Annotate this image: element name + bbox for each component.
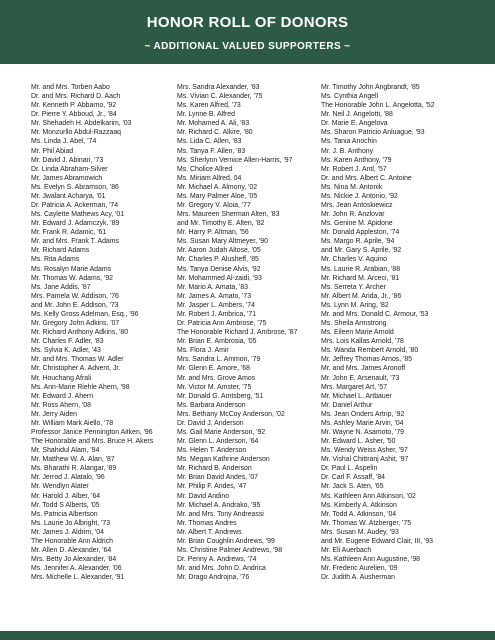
donor-name: Dr. and Mrs. Richard D. Aach <box>31 93 121 101</box>
donor-name: Ms. Laurie R. Arabian, '88 <box>321 265 401 273</box>
donor-name: Mr. Brian E. Ambrosia, '05 <box>177 338 257 346</box>
donor-name: Ms. Eileen Marie Arnold <box>321 329 394 337</box>
donor-name: Ms. Sherlynn Vernice Allen-Harris, '97 <box>177 156 293 164</box>
donor-column-2 <box>177 83 327 582</box>
donor-name: Dr. Pierre Y. Abboud, Jr., '84 <box>31 111 117 119</box>
donor-name: Mr. Michael A. Almony, '02 <box>177 183 258 191</box>
donor-name: Ms. Miriam Allred, 04 <box>177 174 242 182</box>
donor-name: Professor Janice Pennington Aitken, '96 <box>31 428 153 436</box>
donor-name: Ms. Wanda Rembert Arnold, '80 <box>321 347 419 355</box>
donor-name: The Honorable Ann Aldrich <box>31 537 113 545</box>
donor-name: Mr. John R. Anzlovar <box>321 211 385 219</box>
donor-name: Mr. Albert T. Andrews <box>177 528 242 536</box>
donor-name: Mr. Charles V. Aquino <box>321 256 388 264</box>
donor-name: Mrs. Michelle L. Alexander, '91 <box>31 574 125 582</box>
donor-name: Mr. Robert J. Ambrica, '71 <box>177 310 257 318</box>
donor-name: Mr. Charles P. Alusheff, '85 <box>177 256 259 264</box>
donor-name: Ms. Helen T. Anderson <box>177 447 247 455</box>
donor-name: Mrs. Sandra L. Ammon, '79 <box>177 356 261 364</box>
donor-name: Mr. Glenn L. Anderson, '64 <box>177 438 259 446</box>
donor-name: Mr. Shahidul Alam, '94 <box>31 447 100 455</box>
donor-name: Ms. Mary Palmer Aloe, '05 <box>177 192 258 200</box>
donor-name: Ms. Ashley Marie Arvin, '04 <box>321 419 404 427</box>
donor-name: Mr. Shehadeh H. Abdelkarim, '03 <box>31 120 132 128</box>
donor-name: Ms. Rita Adams <box>31 256 80 264</box>
donor-name: Ms. Nickie J. Antonio, '92 <box>321 192 398 200</box>
donor-name: Mr. Richard B. Anderson <box>177 465 252 473</box>
donor-name: Mr. Matthew W. A. Alan, '87 <box>31 456 115 464</box>
donor-name: Ms. Tania Anochin <box>321 138 377 146</box>
donor-name: Mrs. Lois Kallas Arnold, '78 <box>321 338 404 346</box>
donor-name: and Mr. Eugene Edward Clair, III, '93 <box>321 537 434 545</box>
donor-name: Mr. Jasper L. Ambers, '74 <box>177 301 255 309</box>
donor-name: Mr. and Mrs. Tony Andreassi <box>177 510 264 518</box>
donor-column-1 <box>31 83 181 582</box>
page-subtitle: ~ ADDITIONAL VALUED SUPPORTERS ~ <box>144 41 351 52</box>
donor-name: Mrs. Jean Antoskiewicz <box>321 202 393 210</box>
donor-name: Ms. Jane Addis, '87 <box>31 283 91 291</box>
donor-name: Dr. Patricia A. Ackerman, '74 <box>31 202 119 210</box>
donor-name: Mr. Todd S Alberts, '05 <box>31 501 100 509</box>
donor-name: Mr. Richard Adams <box>31 247 90 255</box>
donor-name: Dr. Penny A. Andrews, '74 <box>177 556 257 564</box>
donor-name: Mr. and Mrs. Donald C. Armour, '53 <box>321 310 429 318</box>
donor-name: Dr. Carl F. Assaff, '84 <box>321 474 385 482</box>
donor-name: Mr. Aaron Judah Altose, '05 <box>177 247 261 255</box>
donor-name: Mrs. Bethany McCoy Anderson, '02 <box>177 410 285 418</box>
donor-name: Mrs. Susan M. Audey, '93 <box>321 528 399 536</box>
donor-name: Mr. and Mrs. Grove Amos <box>177 374 256 382</box>
donor-name: Ms. Karen Alfred, '73 <box>177 102 241 110</box>
donor-name: Ms. Barbara Anderson <box>177 401 246 409</box>
donor-name: Ms. Genine M. Apidone <box>321 220 393 228</box>
donor-name: Mr. Ross Ahern, '08 <box>31 401 91 409</box>
donor-name: Mr. Richard M. Arceci, '81 <box>321 274 400 282</box>
donor-name: Mr. Victor M. Amster, '75 <box>177 383 252 391</box>
donor-name: Mr. Michael L. Artbauer <box>321 392 392 400</box>
donor-name: Mrs. Pamela W. Addison, '76 <box>31 292 119 300</box>
donor-name: Mr. Harry P. Altman, '56 <box>177 229 249 237</box>
donor-name: Mr. Donald G. Amtsberg, '51 <box>177 392 264 400</box>
donor-name: Mr. Allen D. Alexander, '64 <box>31 546 112 554</box>
donor-name: Ms. Evelyn S. Abramson, '86 <box>31 183 119 191</box>
donor-name: Ms. Rosalyn Marie Adams <box>31 265 112 273</box>
donor-name: Mr. Eli Auerbach <box>321 546 372 554</box>
donor-name: Ms. Kathleen Ann Augustine, '98 <box>321 556 421 564</box>
donor-name: Mr. Wendlyn Alater <box>31 483 89 491</box>
donor-name: Dr. and Mrs. Albert C. Antoine <box>321 174 412 182</box>
donor-name: Mr. Drago Androjna, '76 <box>177 574 250 582</box>
donor-name: Ms. Kimberly A. Atkinson <box>321 501 397 509</box>
donor-name: and Mr. Gary S. Aprile, '92 <box>321 247 402 255</box>
donor-name: Mr. Richard C. Alkire, '80 <box>177 129 253 137</box>
donor-name: Ms. Bharathi R. Alangar, '89 <box>31 465 117 473</box>
donor-name: Mr. Jerry Aiden <box>31 410 77 418</box>
donor-name: The Honorable and Mrs. Bruce H. Akers <box>31 438 154 446</box>
donor-name: Mr. Frederic Aurelien, '09 <box>321 565 398 573</box>
donor-name: Mrs. Maureen Sherman Alten, '83 <box>177 211 280 219</box>
donor-name: Mr. Edward J. Adamczyk, '89 <box>31 220 120 228</box>
donor-name: Mr. William Mark Aiello, '78 <box>31 419 114 427</box>
donor-name: Ms. Sheila Armstrong <box>321 320 387 328</box>
donor-name: Mr. Lynne B. Alfred <box>177 111 235 119</box>
donor-name: Mr. J. B. Anthony <box>321 147 374 155</box>
donor-name: Dr. Patricia Ann Ambrose, '75 <box>177 320 267 328</box>
donor-name: Mr. Houchang Afrali <box>31 374 92 382</box>
donor-name: Ms. Kathleen Ann Atkinson, '02 <box>321 492 416 500</box>
donor-name: Ms. Jean Onders Artrip, '92 <box>321 410 405 418</box>
donor-name: Mr. Neil J. Angelotti, '88 <box>321 111 393 119</box>
donor-column-3 <box>321 83 471 582</box>
donor-name: Dr. Paul L. Aspelin <box>321 465 378 473</box>
donor-name: Mr. Edward J. Ahern <box>31 392 94 400</box>
donor-name: Ms. Susan Mary Altmeyer, '90 <box>177 238 268 246</box>
donor-name: Mr. Thomas Andres <box>177 519 237 527</box>
page-title: HONOR ROLL OF DONORS <box>146 14 349 31</box>
donor-name: Ms. Kelly Gross Adelman, Esq., '96 <box>31 310 139 318</box>
donor-name: Mr. Timothy John Angbrandt, '85 <box>321 84 420 91</box>
donor-name: Mr. Thomas W. Atzberger, '75 <box>321 519 412 527</box>
donor-name: Ms. Serreta Y. Archer <box>321 283 386 291</box>
donor-name: Mr. Todd A. Atkinson, '04 <box>321 510 397 518</box>
donor-name: Ms. Jennifer A. Alexander, '06 <box>31 565 122 573</box>
donor-name: Mr. Philip F. Andes, '47 <box>177 483 247 491</box>
donor-name: Mr. Michael A. Andrako, '95 <box>177 501 261 509</box>
donor-name: Mr. and Mrs. John D. Andrica <box>177 565 266 573</box>
donor-name: Ms. Lida C. Allen, '83 <box>177 138 242 146</box>
donor-name: Mr. Monzurllo Abdul-Razzaaq <box>31 129 122 137</box>
donor-name: Mr. Mohamed A. Ali, '83 <box>177 120 250 128</box>
footer-bar <box>0 631 495 640</box>
donor-list <box>0 83 495 631</box>
donor-name: Mr. David J. Abinari, '73 <box>31 156 104 164</box>
donor-name: Mr. and Mrs. Thomas W. Adler <box>31 356 124 364</box>
donor-name: Mr. Vishal Chittranj Ashit, '97 <box>321 456 409 464</box>
donor-name: Mr. and Mrs. Torben Aabo <box>31 84 110 91</box>
donor-name: Dr. Linda Abraham-Silver <box>31 165 108 173</box>
donor-name: Mr. Phil Abiad <box>31 147 74 155</box>
donor-name: Mr. Brian David Andes, '07 <box>177 474 258 482</box>
donor-name: Ms. Laurie Jo Albright, '73 <box>31 519 111 527</box>
donor-name: Mr. Edward L. Asher, '50 <box>321 438 396 446</box>
donor-name: Ms. Patricia Albertson <box>31 510 98 518</box>
donor-name: and Mr. John E. Addison, '73 <box>31 301 119 309</box>
donor-name: Mr. Mohammed Al-zaidi, '93 <box>177 274 262 282</box>
donor-name: Mr. Gregory John Adkins, '07 <box>31 320 120 328</box>
donor-name: Mr. Jeffrey Thomas Arnos, '85 <box>321 356 413 364</box>
donor-name: Ms. Linda J. Abel, '74 <box>31 138 97 146</box>
donor-name: Ms. Ann-Marie Riehle Ahern, '98 <box>31 383 130 391</box>
donor-name: Mrs. Sandra Alexander, '83 <box>177 84 260 91</box>
donor-name: Mr. Charles F. Adler, '83 <box>31 338 104 346</box>
donor-name: Mr. Jerrod J. Alatalo, '96 <box>31 474 105 482</box>
donor-name: Dr. David J. Anderson <box>177 419 244 427</box>
donor-name: Mr. Brian Coughlin Andrews, '99 <box>177 537 275 545</box>
donor-name: Mr. Harold J. Alber, '64 <box>31 492 101 500</box>
donor-name: Mr. Mario A. Amata, '83 <box>177 283 249 291</box>
donor-name: Ms. Nina M. Antonik <box>321 183 383 191</box>
donor-name: Mr. James Abramowich <box>31 174 103 182</box>
donor-name: Mr. Daniel Arthur <box>321 401 373 409</box>
donor-name: Ms. Wendy Weiss Asher, '97 <box>321 447 408 455</box>
donor-name: Ms. Caylette Mathews Acy, '01 <box>31 211 125 219</box>
donor-name: Ms. Cynthia Angell <box>321 93 379 101</box>
donor-name: Dr. Marie E. Angelova <box>321 120 388 128</box>
donor-name: The Honorable Richard J. Ambrose, '87 <box>177 329 298 337</box>
donor-name: Mr. Jwalant Acharya, '01 <box>31 192 106 200</box>
donor-name: Mr. and Mrs. Frank T. Adams <box>31 238 119 246</box>
donor-name: Mr. and Mrs. James Aronoff <box>321 365 406 373</box>
donor-name: Mr. Frank R. Adamic, '61 <box>31 229 107 237</box>
donor-name: Ms. Christine Palmer Andrews, '98 <box>177 546 283 554</box>
donor-name: Mr. Kenneth P. Abbarno, '92 <box>31 102 117 110</box>
donor-name: Ms. Karen Anthony, '79 <box>321 156 392 164</box>
donor-name: The Honorable John L. Angelotta, '52 <box>321 102 435 110</box>
donor-name: Ms. Sharon Patricio Anluague, '93 <box>321 129 425 137</box>
donor-name: Mr. Albert M. Arida, Jr., '86 <box>321 292 402 300</box>
donor-name: Ms. Megan Kathrine Anderson <box>177 456 270 464</box>
donor-name: Mr. Robert J. Antl, '57 <box>321 165 387 173</box>
donor-name: Ms. Cholice Allred <box>177 165 233 173</box>
donor-name: Mr. Richard Anthony Adkins, '80 <box>31 329 129 337</box>
donor-name: Ms. Gail Marie Anderson, '92 <box>177 428 266 436</box>
donor-name: Mr. Gregory V. Aloia, '77 <box>177 202 251 210</box>
donor-name: Mr. Jack S. Aten, '65 <box>321 483 384 491</box>
donor-name: Mr. James A. Amato, '73 <box>177 292 252 300</box>
donor-name: Mr. Glenn E. Amore, '68 <box>177 365 250 373</box>
donor-name: Ms. Tanya Denise Alvis, '92 <box>177 265 261 273</box>
donor-name: Ms. Vivian C. Alexander, '75 <box>177 93 263 101</box>
donor-name: Mrs. Betty Jo Alexander, '84 <box>31 556 117 564</box>
donor-name: Ms. Sylvia K. Adler, '43 <box>31 347 101 355</box>
donor-name: Mr. Wayne N. Asamoto, '79 <box>321 428 405 436</box>
donor-name: and Mr. Timothy E. Alten, '82 <box>177 220 265 228</box>
donor-name: Ms. Tanya F. Allen, '83 <box>177 147 246 155</box>
donor-name: Mr. Thomas W. Adams, '92 <box>31 274 113 282</box>
donor-name: Mr. Christopher A. Advent, Jr. <box>31 365 121 373</box>
donor-name: Ms. Lynn M. Aring, '82 <box>321 301 389 309</box>
donor-name: Mr. John E. Arsenault, '73 <box>321 374 400 382</box>
donor-name: Mr. Donald Appleston, '74 <box>321 229 400 237</box>
donor-name: Mr. David Andino <box>177 492 230 500</box>
donor-name: Mr. James J. Aldrim, '04 <box>31 528 104 536</box>
donor-name: Dr. Judith A. Ausherman <box>321 574 395 582</box>
donor-name: Ms. Flora J. Amir <box>177 347 229 355</box>
page-header <box>0 0 495 64</box>
donor-name: Mrs. Margaret Art, '57 <box>321 383 388 391</box>
donor-name: Ms. Margo R. Aprile, '94 <box>321 238 395 246</box>
